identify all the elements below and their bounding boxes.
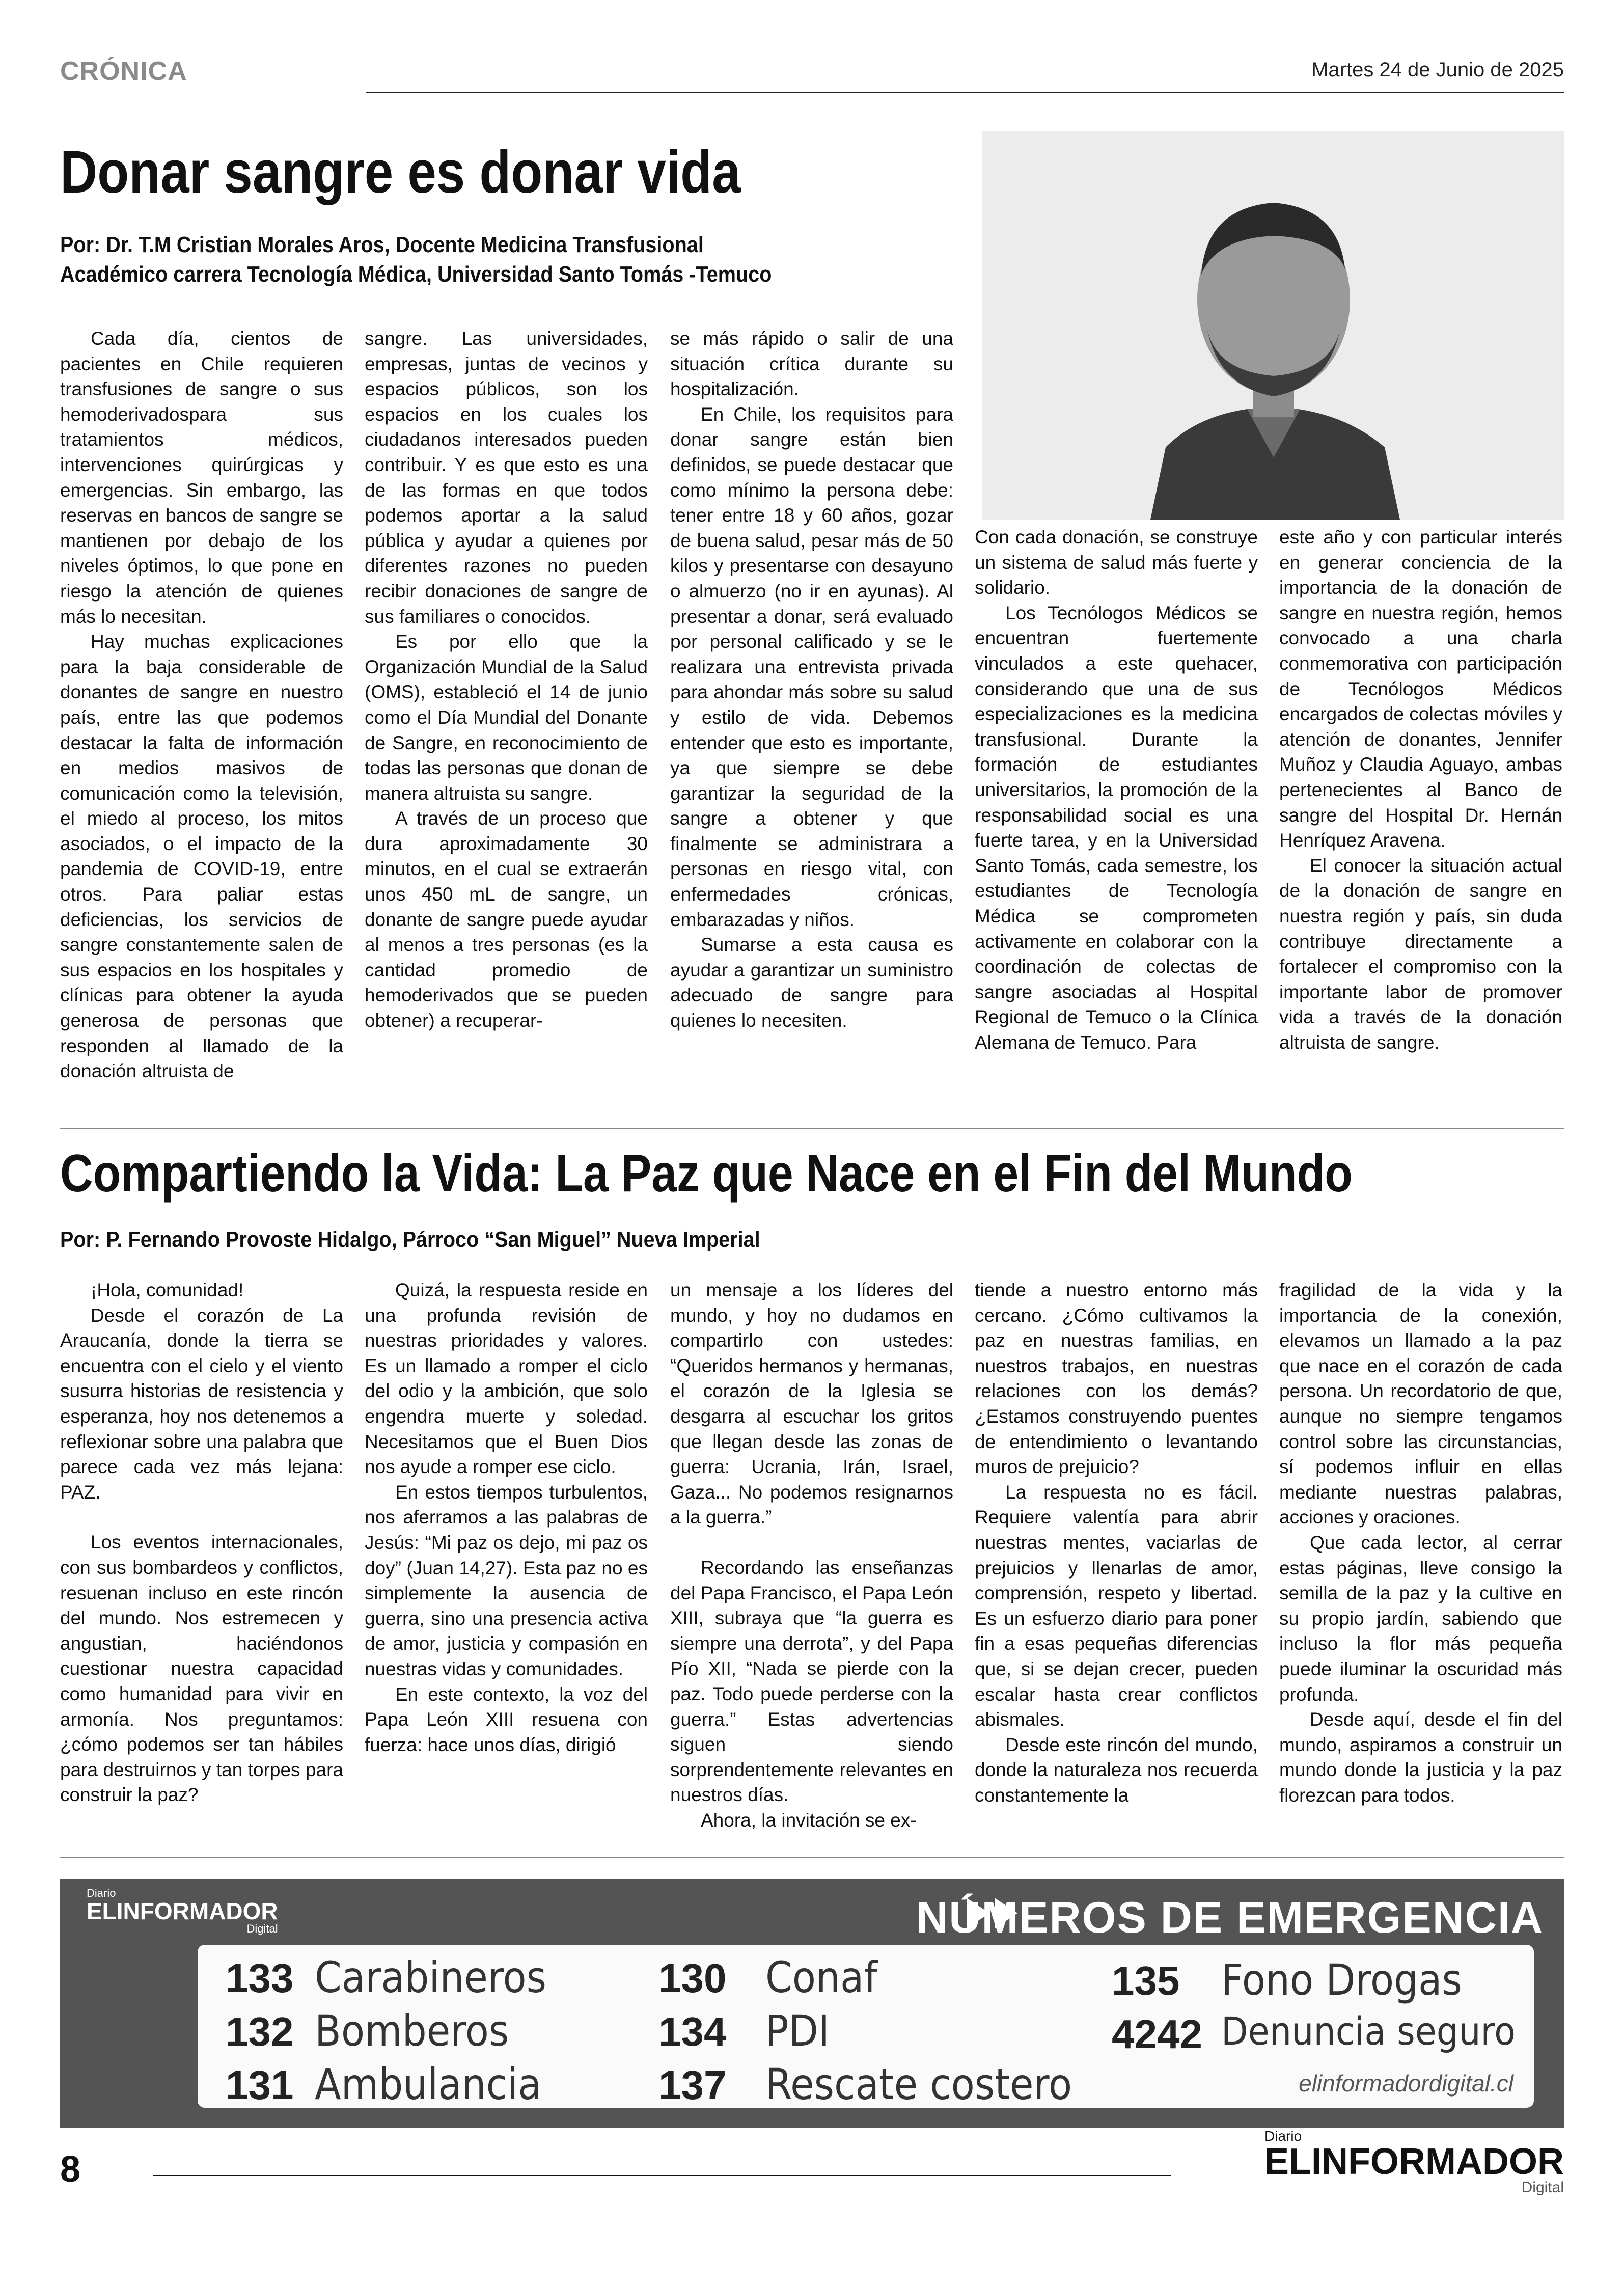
article2-column-2 bbox=[365, 1277, 648, 1843]
emergency-label: Bomberos bbox=[315, 2006, 509, 2056]
section-label: CRÓNICA bbox=[60, 57, 187, 86]
emergency-number: 132 bbox=[226, 2009, 294, 2054]
article2-paragraph: En este contexto, la voz del Papa León XIII resuena con fuerza: hace unos días, dirigió bbox=[365, 1683, 648, 1755]
article2-paragraph: Los eventos internacionales, con sus bombardeos y conflictos, resuenan incluso en este rincón del mundo. Nos estremecen y angustian, haciéndonos cuestionar nuestra capacidad como humanidad para vivir en armonía. Nos preguntamos: ¿cómo podemos ser tan hábiles para destruirnos y tan torpes para construir la paz? bbox=[60, 1532, 343, 1806]
article1-paragraph: Con cada donación, se construye un sistema de salud más fuerte y solidario. bbox=[975, 527, 1258, 598]
banner-divider bbox=[60, 1857, 1564, 1858]
emergency-label: Carabineros bbox=[315, 1952, 547, 2002]
article2-paragraph: un mensaje a los líderes del mundo, y hoy no dudamos en compartirlo con ustedes: “Queridos hermanos y hermanas, el corazón de la Iglesia se desgarra al escuchar los gritos que llegan desde las zonas de guerra: Ucrania, Irán, Israel, Gaza... No podemos resignarnos a la guerra.” bbox=[670, 1280, 953, 1528]
article2-column-1 bbox=[60, 1277, 343, 1843]
article2-column-3 bbox=[670, 1277, 953, 1843]
article2-paragraph: Desde aquí, desde el fin del mundo, aspiramos a construir un mundo donde la justicia y la paz florezcan para todos. bbox=[1279, 1709, 1562, 1806]
article1-title: Donar sangre es donar vida bbox=[60, 139, 741, 206]
article1-paragraph: A través de un proceso que dura aproximadamente 30 minutos, en el cual se extraerán unos 450 mL de sangre, un donante de sangre puede ayudar al menos a tres personas (es la cantidad promedio de hemoderivados que se pueden obtener) a recuperar- bbox=[365, 808, 648, 1031]
footer-rule bbox=[153, 2175, 1171, 2176]
emergency-label: Conaf bbox=[765, 1952, 877, 2002]
emergency-label: Denuncia seguro bbox=[1221, 2008, 1516, 2054]
banner-logo-small: Diario bbox=[87, 1887, 116, 1899]
article1-column-3 bbox=[670, 326, 953, 1100]
article1-paragraph: Hay muchas explicaciones para la baja considerable de donantes de sangre en nuestro país, entre las que podemos destacar la falta de información en medios masivos de comunicación como la televisión, el miedo al proceso, los mitos asociados, o el impacto de la pandemia de COVID-19, entre otros. Para paliar estas deficiencias, los servicios de sangre constantemente salen de sus espacios en los hospitales y clínicas para obtener la ayuda generosa de personas que responden al llamado de la donación altruista de bbox=[60, 631, 343, 1082]
article2-paragraph: fragilidad de la vida y la importancia de la conexión, elevamos un llamado a la paz que nace en el corazón de cada persona. Un recordatorio de que, aunque no siempre tengamos control sobre las circunstancias, sí podemos influir en ellas mediante nuestras palabras, acciones y oraciones. bbox=[1279, 1280, 1562, 1528]
article2-column-4 bbox=[975, 1277, 1258, 1843]
article1-byline-1: Por: Dr. T.M Cristian Morales Aros, Docente Medicina Transfusional bbox=[60, 232, 704, 257]
article2-paragraph: Que cada lector, al cerrar estas páginas, lleve consigo la semilla de la paz y la cultive en su propio jardín, sabiendo que incluso la flor más pequeña puede iluminar la oscuridad más profunda. bbox=[1279, 1532, 1562, 1705]
banner-logo-text: ELINFORMADOR bbox=[87, 1898, 278, 1924]
article1-column-1 bbox=[60, 326, 343, 1100]
article2-paragraph: Desde este rincón del mundo, donde la naturaleza nos recuerda constantemente la bbox=[975, 1734, 1258, 1806]
footer-logo-text: ELINFORMADOR bbox=[1264, 2141, 1564, 2182]
emergency-number: 4242 bbox=[1112, 2011, 1202, 2057]
footer-logo bbox=[1264, 2129, 1564, 2195]
article2-paragraph: Desde el corazón de La Araucanía, donde la tierra se encuentra con el cielo y el viento susurra historias de resistencia y esperanza, hoy nos detenemos a reflexionar sobre una palabra que parece cada vez más lejana: PAZ. bbox=[60, 1304, 343, 1503]
article1-paragraph: Los Tecnólogos Médicos se encuentran fuertemente vinculados a este quehacer, considerando que una de sus especializaciones es la medicina transfusional. Durante la formación de estudiantes universitarios, la promoción de la responsabilidad social es una fuerte tarea, y en la Universidad Santo Tomás, cada semestre, los estudiantes de Tecnología Médica se comprometen activamente en colaborar con la coordinación de colectas de sangre asociadas al Hospital Regional de Temuco o la Clínica Alemana de Temuco. Para bbox=[975, 602, 1258, 1053]
emergency-list bbox=[198, 1945, 1534, 2108]
article1-paragraph: El conocer la situación actual de la donación de sangre en nuestra región y país, sin duda contribuye directamente a fortalecer el compromiso con la importante labor de promover vida a través de la donación altruista de sangre. bbox=[1279, 855, 1562, 1053]
page-number: 8 bbox=[60, 2149, 81, 2190]
article2-paragraph: Quizá, la respuesta reside en una profunda revisión de nuestras prioridades y valores. Es un llamado a romper el ciclo del odio y la ambición, que solo engendra muerte y soledad. Necesitamos que el Buen Dios nos ayude a romper ese ciclo. bbox=[365, 1280, 648, 1478]
article1-column-2 bbox=[365, 326, 648, 1100]
website-link[interactable]: elinformadordigital.cl bbox=[1299, 2070, 1513, 2097]
article2-byline: Por: P. Fernando Provoste Hidalgo, Párroco “San Miguel” Nueva Imperial bbox=[60, 1227, 760, 1252]
article1-column-4 bbox=[975, 525, 1258, 1100]
issue-date: Martes 24 de Junio de 2025 bbox=[1311, 59, 1564, 81]
emergency-number: 135 bbox=[1112, 1958, 1180, 2003]
article1-byline-2: Académico carrera Tecnología Médica, Universidad Santo Tomás -Temuco bbox=[60, 262, 772, 287]
author-photo bbox=[982, 131, 1564, 520]
article1-column-5 bbox=[1279, 525, 1562, 1100]
emergency-title: NÚMEROS DE EMERGENCIA bbox=[916, 1893, 1544, 1942]
banner-logo bbox=[87, 1888, 278, 1935]
article1-paragraph: Cada día, cientos de pacientes en Chile requieren transfusiones de sangre o sus hemoderivadospara sus tratamientos médicos, intervenciones quirúrgicas y emergencias. Sin embargo, las reservas en bancos de sangre se mantienen por debajo de los niveles óptimos, lo que pone en riesgo la atención de quienes más lo necesitan. bbox=[60, 328, 343, 627]
emergency-number: 137 bbox=[658, 2062, 727, 2108]
article1-paragraph: En Chile, los requisitos para donar sangre están bien definidos, se puede destacar que como mínimo la persona debe: tener entre 18 y 60 años, gozar de buena salud, pesar más de 50 kilos y presentarse con desayuno o almuerzo (no ir en ayunas). Al presentar a donar, será evaluado por personal calificado y se le realizara una entrevista privada para ahondar más sobre su salud y estilo de vida. Debemos entender que esto es importante, ya que siempre se debe garantizar la seguridad de la sangre a obtener y que finalmente se administrara a personas en riesgo vital, con enfermedades crónicas, embarazadas y niños. bbox=[670, 403, 953, 930]
article2-column-5 bbox=[1279, 1277, 1562, 1843]
footer-logo-tag: Digital bbox=[1521, 2179, 1564, 2196]
emergency-label: Ambulancia bbox=[315, 2059, 542, 2109]
article2-paragraph: La respuesta no es fácil. Requiere valentía para abrir nuestras mentes, vaciarlas de prejuicios y llenarlas de amor, comprensión, respeto y libertad. Es un esfuerzo diario para poner fin a esas pequeñas diferencias que, si se dejan crecer, pueden escalar hasta crear conflictos abismales. bbox=[975, 1481, 1258, 1730]
emergency-number: 134 bbox=[658, 2009, 727, 2054]
emergency-label: Rescate costero bbox=[765, 2059, 1072, 2109]
emergency-label: Fono Drogas bbox=[1221, 1955, 1462, 2005]
article-divider bbox=[60, 1128, 1564, 1129]
emergency-numbers-banner bbox=[60, 1879, 1564, 2128]
article2-paragraph: ¡Hola, comunidad! bbox=[91, 1280, 244, 1300]
article1-paragraph: Es por ello que la Organización Mundial de la Salud (OMS), estableció el 14 de junio como el Día Mundial del Donante de Sangre, en reconocimiento de todas las personas que donan de manera altruista su sangre. bbox=[365, 631, 648, 804]
article2-title: Compartiendo la Vida: La Paz que Nace en el Fin del Mundo bbox=[60, 1144, 1353, 1203]
emergency-number: 131 bbox=[226, 2062, 294, 2108]
article2-paragraph: En estos tiempos turbulentos, nos aferramos a las palabras de Jesús: “Mi paz os dejo, mi paz os doy” (Juan 14,27). Esta paz no es simplemente la ausencia de guerra, sino una presencia activa de amor, justicia y compasión en nuestras vidas y comunidades. bbox=[365, 1481, 648, 1679]
article1-paragraph: se más rápido o salir de una situación crítica durante su hospitalización. bbox=[670, 328, 953, 400]
footer-logo-small: Diario bbox=[1264, 2128, 1302, 2144]
header-rule bbox=[366, 92, 1564, 93]
article2-paragraph: Recordando las enseñanzas del Papa Francisco, el Papa León XIII, subraya que “la guerra es siempre una derrota”, y del Papa Pío XII, “Nada se pierde con la paz. Todo puede perderse con la guerra.” Estas advertencias siguen siendo sorprendentemente relevantes en nuestros días. bbox=[670, 1557, 953, 1806]
article1-paragraph: sangre. Las universidades, empresas, juntas de vecinos y espacios públicos, son los espacios en los cuales los ciudadanos interesados pueden contribuir. Y es que esto es una de las formas en que todos podemos aportar a la salud pública y ayudar a quienes por diferentes razones no pueden recibir donaciones de sangre de sus familiares o conocidos. bbox=[365, 328, 648, 627]
article1-paragraph: este año y con particular interés en generar conciencia de la importancia de la donación de sangre en nuestra región, hemos convocado a una charla conmemorativa con participación de Tecnólogos Médicos encargados de colectas móviles y atención de donantes, Jennifer Muñoz y Claudia Aguayo, ambas pertenecientes al Banco de sangre del Hospital Dr. Hernán Henríquez Aravena. bbox=[1279, 527, 1562, 851]
author-portrait-image bbox=[982, 131, 1564, 520]
article2-paragraph: Ahora, la invitación se ex- bbox=[701, 1809, 917, 1831]
emergency-label: PDI bbox=[765, 2006, 830, 2056]
article2-paragraph: tiende a nuestro entorno más cercano. ¿Cómo cultivamos la paz en nuestras familias, en nuestros trabajos, en nuestras relaciones con los demás? ¿Estamos construyendo puentes de entendimiento o levantando muros de prejuicio? bbox=[975, 1280, 1258, 1478]
article1-paragraph: Sumarse a esta causa es ayudar a garantizar un suministro adecuado de sangre para quienes lo necesiten. bbox=[670, 934, 953, 1031]
banner-logo-tag: Digital bbox=[246, 1922, 278, 1935]
emergency-number: 133 bbox=[226, 1955, 294, 2001]
emergency-number: 130 bbox=[658, 1955, 727, 2001]
